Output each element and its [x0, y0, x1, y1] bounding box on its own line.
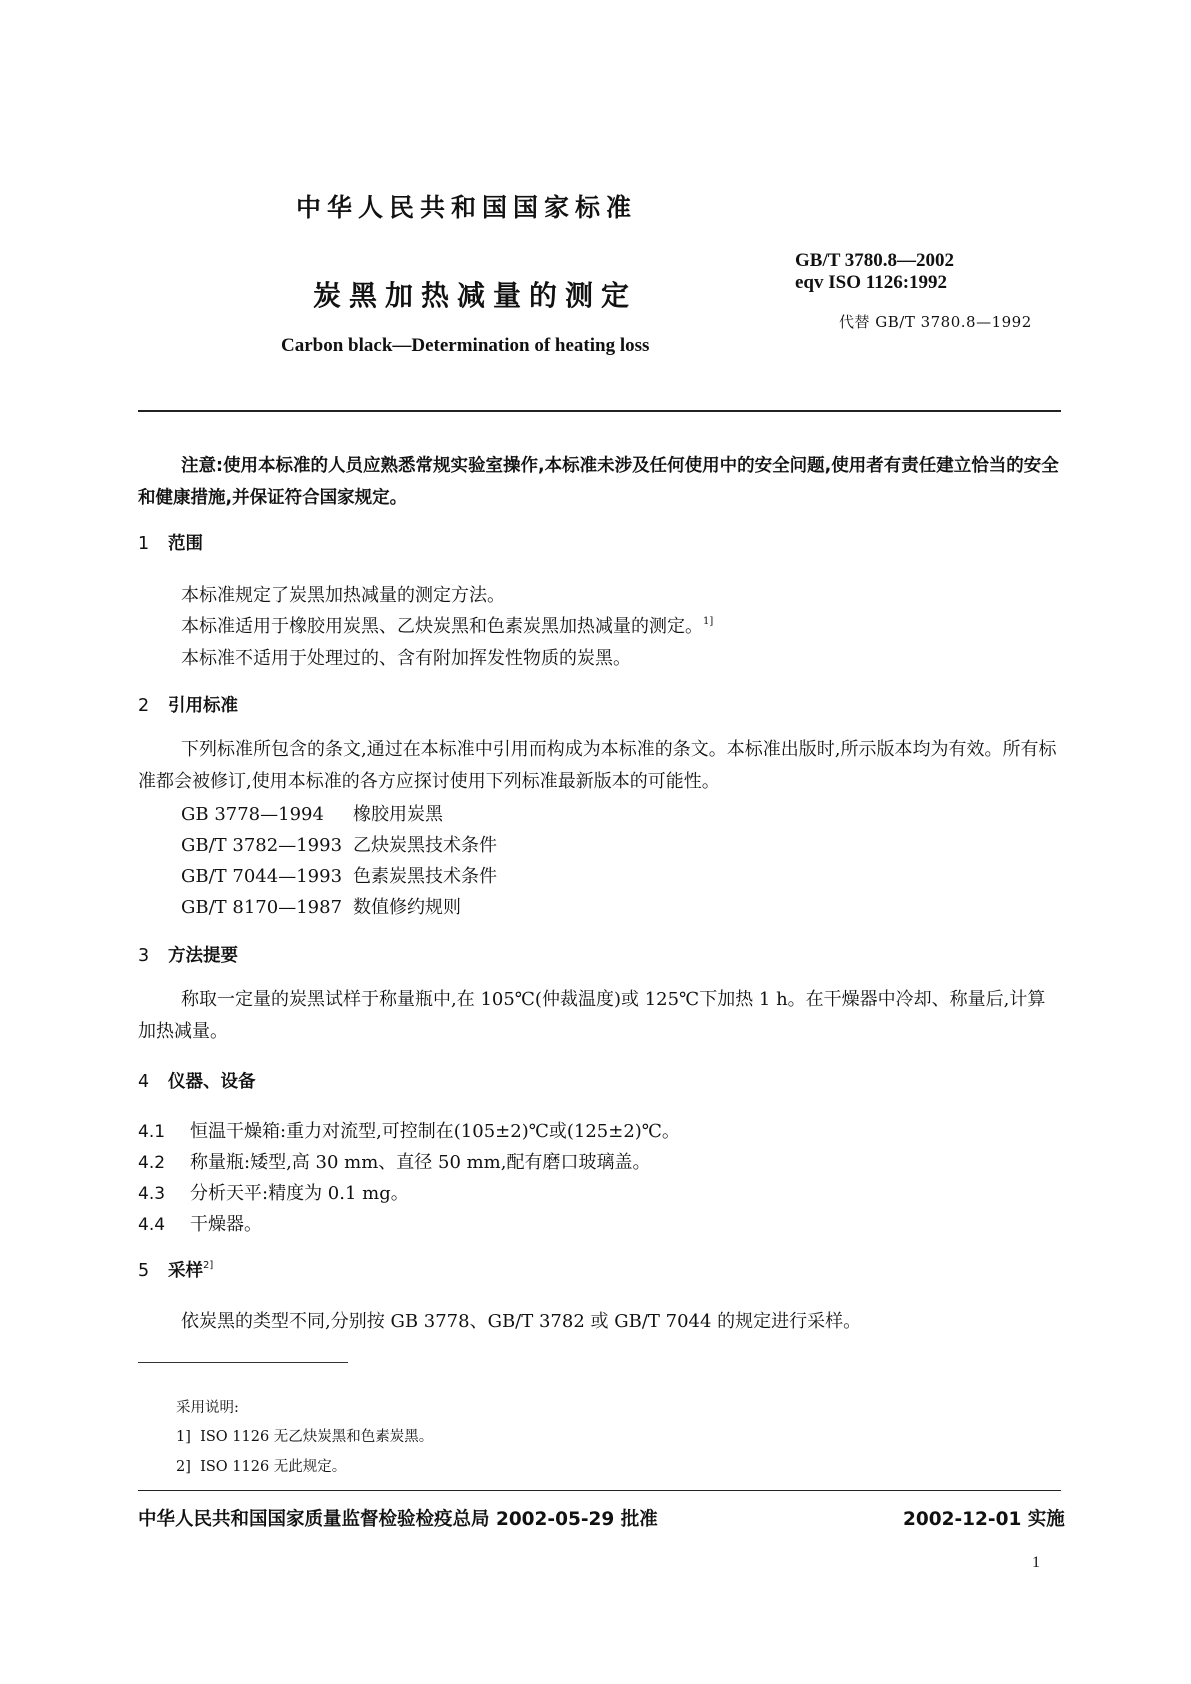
method-summary	[138, 984, 1063, 1048]
section-3-number: 3	[138, 946, 150, 966]
footnote-mark: 1]	[176, 1429, 191, 1445]
footnote-item	[176, 1425, 433, 1446]
equivalent-standard: eqv ISO 1126:1992	[795, 272, 948, 293]
safety-notice-text: 注意:使用本标准的人员应熟悉常规实验室操作,本标准未涉及任何使用中的安全问题,使用者有责任建立恰当的安全和健康措施,并保证符合国家规定。	[138, 456, 1059, 508]
section-4-title: 仪器、设备	[168, 1072, 256, 1092]
clause-item	[138, 1148, 650, 1174]
reference-title: 乙炔炭黑技术条件	[353, 835, 497, 856]
page-number: 1	[1032, 1554, 1040, 1571]
clause-item	[138, 1179, 409, 1205]
reference-code: GB 3778—1994	[181, 804, 324, 825]
footnote-text: ISO 1126 无此规定。	[200, 1459, 347, 1475]
clause-item	[138, 1117, 680, 1143]
section-1-title: 范围	[168, 534, 203, 554]
safety-notice	[138, 450, 1061, 514]
footnote-divider	[138, 1362, 348, 1363]
references-intro	[138, 734, 1063, 798]
document-title: 炭黑加热减量的测定	[313, 279, 638, 312]
scope-line-2-text: 本标准适用于橡胶用炭黑、乙炔炭黑和色素炭黑加热减量的测定。	[181, 616, 703, 637]
footnote-mark: 2]	[176, 1459, 191, 1475]
reference-code: GB/T 8170—1987	[181, 897, 343, 918]
reference-title: 数值修约规则	[353, 897, 461, 918]
standard-codes	[795, 250, 954, 294]
reference-title: 橡胶用炭黑	[353, 804, 443, 825]
section-5-title: 采样	[168, 1261, 203, 1281]
english-title: Carbon black—Determination of heating loss	[281, 335, 650, 356]
reference-title: 色素炭黑技术条件	[353, 866, 497, 887]
scope-line-1: 本标准规定了炭黑加热减量的测定方法。	[181, 585, 505, 606]
section-4-number: 4	[138, 1072, 150, 1092]
section-3-heading	[138, 942, 238, 967]
clause-text: 干燥器。	[190, 1214, 262, 1235]
method-summary-text: 称取一定量的炭黑试样于称量瓶中,在 105℃(仲裁温度)或 125℃下加热 1 h。在干燥器中冷却、称量后,计算加热减量。	[138, 989, 1046, 1042]
scope-line-3: 本标准不适用于处理过的、含有附加挥发性物质的炭黑。	[181, 648, 631, 669]
section-5-number: 5	[138, 1261, 150, 1281]
section-1-heading	[138, 530, 203, 555]
reference-row	[181, 893, 461, 919]
clause-number: 4.4	[138, 1215, 166, 1235]
scope-line-2	[181, 612, 713, 638]
reference-code: GB/T 7044—1993	[181, 866, 343, 887]
footnote-text: ISO 1126 无乙炔炭黑和色素炭黑。	[200, 1429, 434, 1445]
section-2-heading	[138, 692, 238, 717]
approval-line: 中华人民共和国国家质量监督检验检疫总局 2002-05-29 批准	[138, 1509, 658, 1530]
replaces-standard: 代替 GB/T 3780.8—1992	[839, 313, 1032, 331]
reference-row	[181, 862, 497, 888]
effective-date: 2002-12-01 实施	[903, 1509, 1065, 1530]
header-divider	[138, 410, 1061, 412]
clause-number: 4.3	[138, 1184, 166, 1204]
standard-number: GB/T 3780.8—2002	[795, 250, 955, 271]
sampling-text: 依炭黑的类型不同,分别按 GB 3778、GB/T 3782 或 GB/T 7044 的规定进行采样。	[181, 1311, 862, 1332]
clause-number: 4.2	[138, 1153, 166, 1173]
section-2-number: 2	[138, 696, 150, 716]
references-intro-text: 下列标准所包含的条文,通过在本标准中引用而构成为本标准的条文。本标准出版时,所示版本均为有效。所有标准都会被修订,使用本标准的各方应探讨使用下列标准最新版本的可能性。	[138, 739, 1057, 792]
footnote-ref-2: 2]	[203, 1260, 214, 1271]
reference-row	[181, 800, 443, 826]
footnote-ref-1: 1]	[703, 616, 714, 627]
clause-text: 称量瓶:矮型,高 30 mm、直径 50 mm,配有磨口玻璃盖。	[190, 1152, 651, 1173]
clause-item	[138, 1210, 262, 1236]
national-standard-title: 中华人民共和国国家标准	[296, 193, 638, 222]
section-2-title: 引用标准	[168, 696, 238, 716]
footer-divider	[138, 1490, 1061, 1491]
footnote-heading: 采用说明:	[176, 1400, 239, 1416]
reference-code: GB/T 3782—1993	[181, 835, 343, 856]
section-3-title: 方法提要	[168, 946, 238, 966]
clause-number: 4.1	[138, 1122, 166, 1142]
section-1-number: 1	[138, 534, 150, 554]
footnote-item	[176, 1455, 346, 1476]
section-4-heading	[138, 1068, 256, 1093]
clause-text: 分析天平:精度为 0.1 mg。	[190, 1183, 409, 1204]
clause-text: 恒温干燥箱:重力对流型,可控制在(105±2)℃或(125±2)℃。	[190, 1121, 680, 1142]
reference-row	[181, 831, 497, 857]
section-5-heading	[138, 1257, 213, 1282]
